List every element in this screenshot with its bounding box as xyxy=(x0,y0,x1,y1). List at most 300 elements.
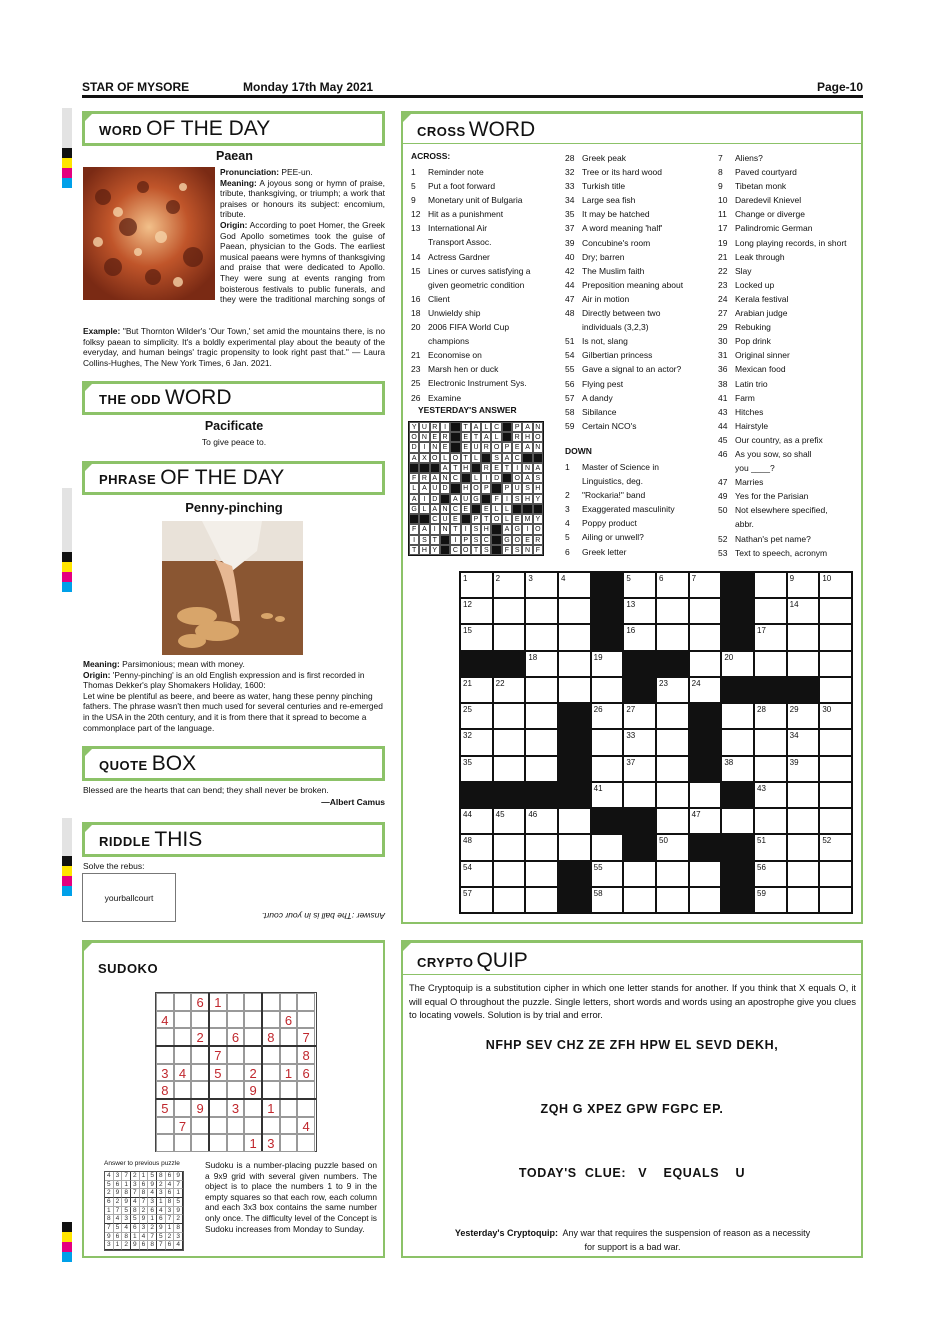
answer-cell: N xyxy=(440,473,450,483)
sudoku-cell[interactable]: 8 xyxy=(297,1046,315,1064)
sudoku-cell[interactable]: 9 xyxy=(191,1099,209,1117)
sudoku-cell[interactable]: 6 xyxy=(280,1011,298,1029)
clue-item: 51 Is not, slang xyxy=(565,336,628,347)
grid-cell[interactable]: 47 xyxy=(689,808,722,834)
answer-cell: S xyxy=(481,545,491,555)
answer-cell: E xyxy=(430,432,440,442)
clue-item: 18 Unwieldy ship xyxy=(411,307,481,318)
sudoku-cell[interactable] xyxy=(244,1099,262,1117)
grid-cell[interactable] xyxy=(754,756,787,782)
sudoku-cell[interactable]: 6 xyxy=(227,1028,245,1046)
sudoku-cell[interactable] xyxy=(280,993,298,1011)
sudoku-cell[interactable] xyxy=(156,1046,174,1064)
grid-cell[interactable] xyxy=(754,651,787,677)
grid-cell[interactable] xyxy=(558,808,591,834)
grid-cell[interactable] xyxy=(656,887,689,913)
grid-cell[interactable]: 17 xyxy=(754,624,787,650)
grid-cell[interactable]: 48 xyxy=(460,834,493,860)
sudoku-cell[interactable] xyxy=(280,1081,298,1099)
sudoku-cell[interactable] xyxy=(209,1028,227,1046)
sudoku-cell[interactable] xyxy=(227,1064,245,1082)
answer-cell: U xyxy=(440,514,450,524)
paper-name: STAR OF MYSORE xyxy=(82,80,190,94)
previous-answer-cell: 2 xyxy=(148,1224,157,1233)
grid-cell[interactable] xyxy=(525,756,558,782)
sudoku-cell[interactable] xyxy=(297,1134,315,1152)
previous-answer-label: Answer to previous puzzle xyxy=(104,1160,180,1167)
sudoku-cell[interactable] xyxy=(209,1099,227,1117)
previous-answer-cell: 2 xyxy=(140,1207,149,1216)
answer-cell xyxy=(461,514,471,524)
sudoku-cell[interactable] xyxy=(191,1064,209,1082)
grid-cell[interactable] xyxy=(493,624,526,650)
grid-cell[interactable]: 37 xyxy=(623,756,656,782)
clue-item: 35 It may be hatched xyxy=(565,209,650,220)
grid-cell[interactable]: 16 xyxy=(623,624,656,650)
sudoku-cell[interactable]: 7 xyxy=(174,1117,192,1135)
grid-cell[interactable] xyxy=(525,624,558,650)
grid-cell[interactable]: 18 xyxy=(525,651,558,677)
clue-item: 30 Pop drink xyxy=(718,336,771,347)
grid-cell[interactable]: 23 xyxy=(656,677,689,703)
sudoku-cell[interactable] xyxy=(209,1134,227,1152)
sudoku-cell[interactable]: 2 xyxy=(191,1028,209,1046)
answer-cell: S xyxy=(491,453,501,463)
previous-answer-cell: 1 xyxy=(157,1198,166,1207)
sudoku-cell[interactable] xyxy=(191,1011,209,1029)
grid-cell[interactable] xyxy=(525,703,558,729)
grid-cell[interactable] xyxy=(493,861,526,887)
sudoku-cell[interactable] xyxy=(262,1046,280,1064)
grid-cell[interactable]: 24 xyxy=(689,677,722,703)
sudoku-cell[interactable] xyxy=(262,1081,280,1099)
sudoku-cell[interactable] xyxy=(227,993,245,1011)
answer-cell: L xyxy=(491,432,501,442)
riddle-prompt: Solve the rebus: xyxy=(83,861,145,871)
answer-cell: T xyxy=(450,463,460,473)
previous-answer-cell: 4 xyxy=(157,1207,166,1216)
grid-cell[interactable]: 52 xyxy=(819,834,852,860)
previous-answer-cell: 2 xyxy=(114,1198,123,1207)
sudoku-cell[interactable] xyxy=(191,1117,209,1135)
grid-cell[interactable]: 58 xyxy=(591,887,624,913)
grid-cell[interactable]: 45 xyxy=(493,808,526,834)
answer-cell xyxy=(491,524,501,534)
sudoku-cell[interactable] xyxy=(262,993,280,1011)
grid-cell[interactable]: 1 xyxy=(460,572,493,598)
grid-cell[interactable] xyxy=(819,756,852,782)
sudoku-cell[interactable] xyxy=(280,1028,298,1046)
sudoku-cell[interactable] xyxy=(280,1117,298,1135)
grid-cell[interactable]: 26 xyxy=(591,703,624,729)
grid-cell[interactable] xyxy=(819,729,852,755)
sudoku-cell[interactable] xyxy=(209,1011,227,1029)
sudoku-section: SUDOKO xyxy=(82,940,385,1258)
grid-cell[interactable]: 19 xyxy=(591,651,624,677)
answer-cell: S xyxy=(533,473,543,483)
sudoku-cell[interactable] xyxy=(280,1134,298,1152)
grid-cell[interactable]: 3 xyxy=(525,572,558,598)
sudoku-cell[interactable]: 1 xyxy=(280,1064,298,1082)
grid-cell[interactable] xyxy=(754,729,787,755)
grid-cell[interactable]: 44 xyxy=(460,808,493,834)
sudoku-cell[interactable] xyxy=(191,1081,209,1099)
grid-cell[interactable]: 51 xyxy=(754,834,787,860)
sudoku-grid xyxy=(155,992,317,1152)
sudoku-cell[interactable] xyxy=(156,993,174,1011)
sudoku-cell[interactable]: 8 xyxy=(262,1028,280,1046)
grid-cell[interactable]: 28 xyxy=(754,703,787,729)
grid-cell[interactable] xyxy=(689,624,722,650)
answer-cell: Y xyxy=(409,422,419,432)
grid-cell[interactable] xyxy=(493,756,526,782)
sudoku-cell[interactable] xyxy=(244,1046,262,1064)
grid-cell[interactable]: 2 xyxy=(493,572,526,598)
grid-cell[interactable] xyxy=(787,651,820,677)
sudoku-cell[interactable]: 8 xyxy=(156,1081,174,1099)
answer-cell: T xyxy=(471,545,481,555)
grid-cell[interactable] xyxy=(689,887,722,913)
sudoku-cell[interactable] xyxy=(209,1081,227,1099)
answer-cell: A xyxy=(481,432,491,442)
registration-mark xyxy=(62,148,72,188)
sudoku-cell[interactable] xyxy=(174,1046,192,1064)
sudoku-cell[interactable] xyxy=(244,1117,262,1135)
sudoku-cell[interactable] xyxy=(297,1011,315,1029)
word-of-day-word: Paean xyxy=(216,149,253,163)
answer-cell: A xyxy=(409,453,419,463)
sudoku-cell[interactable]: 1 xyxy=(209,993,227,1011)
grid-cell[interactable] xyxy=(689,782,722,808)
sudoku-cell[interactable] xyxy=(262,1117,280,1135)
sudoku-cell[interactable] xyxy=(174,1011,192,1029)
sudoku-cell[interactable] xyxy=(174,1134,192,1152)
grid-cell[interactable] xyxy=(787,834,820,860)
grid-cell xyxy=(787,677,820,703)
answer-cell: I xyxy=(512,463,522,473)
grid-cell xyxy=(558,887,591,913)
grid-cell[interactable]: 21 xyxy=(460,677,493,703)
grid-cell[interactable] xyxy=(787,861,820,887)
issue-date: Monday 17th May 2021 xyxy=(243,80,374,94)
grid-cell[interactable] xyxy=(623,861,656,887)
grid-cell[interactable] xyxy=(493,887,526,913)
previous-answer-cell: 3 xyxy=(148,1198,157,1207)
grid-cell[interactable]: 27 xyxy=(623,703,656,729)
answer-cell: E xyxy=(491,463,501,473)
sudoku-cell[interactable] xyxy=(209,1117,227,1135)
sudoku-cell[interactable] xyxy=(297,1081,315,1099)
registration-mark xyxy=(62,856,72,896)
grid-cell[interactable] xyxy=(656,808,689,834)
grid-cell[interactable] xyxy=(689,598,722,624)
grid-cell[interactable] xyxy=(819,624,852,650)
grid-cell[interactable] xyxy=(591,756,624,782)
grid-cell[interactable] xyxy=(819,651,852,677)
answer-cell: Y xyxy=(533,514,543,524)
answer-cell: H xyxy=(419,545,429,555)
grid-cell[interactable] xyxy=(525,729,558,755)
grid-cell[interactable]: 55 xyxy=(591,861,624,887)
grid-cell[interactable] xyxy=(525,887,558,913)
grid-cell[interactable]: 50 xyxy=(656,834,689,860)
grid-cell[interactable] xyxy=(689,861,722,887)
clue-item: 44 Hairstyle xyxy=(718,420,769,431)
grid-cell[interactable] xyxy=(558,624,591,650)
clue-item: 6 Greek letter xyxy=(565,546,627,557)
clue-item: 53 Text to speech, acronym xyxy=(718,547,828,558)
clue-item: 9 Tibetan monk xyxy=(718,181,787,192)
grid-cell xyxy=(493,782,526,808)
grid-cell[interactable] xyxy=(525,834,558,860)
grid-cell[interactable]: 30 xyxy=(819,703,852,729)
sudoku-cell[interactable]: 6 xyxy=(297,1064,315,1082)
answer-cell: I xyxy=(522,524,532,534)
sudoku-cell[interactable]: 4 xyxy=(174,1064,192,1082)
grid-cell[interactable]: 39 xyxy=(787,756,820,782)
grid-cell[interactable] xyxy=(558,834,591,860)
clue-item: 21 Economise on xyxy=(411,350,482,361)
sudoku-cell[interactable]: 2 xyxy=(244,1064,262,1082)
answer-cell: A xyxy=(430,504,440,514)
grid-cell[interactable]: 25 xyxy=(460,703,493,729)
grid-cell[interactable]: 4 xyxy=(558,572,591,598)
clue-item: 47 Marries xyxy=(718,477,764,488)
yesterday-cryptoquip: Yesterday's Cryptoquip: Any war that requires the suspension of reason as a necessity for support is a bad war. xyxy=(454,1228,811,1252)
grid-cell xyxy=(689,834,722,860)
answer-cell: A xyxy=(419,524,429,534)
sudoku-cell[interactable] xyxy=(174,993,192,1011)
grid-cell[interactable] xyxy=(493,729,526,755)
grid-cell[interactable] xyxy=(787,624,820,650)
sudoku-cell[interactable] xyxy=(280,1099,298,1117)
grid-cell[interactable] xyxy=(656,782,689,808)
clue-item: 54 Gilbertian princess xyxy=(565,350,653,361)
grid-cell[interactable] xyxy=(754,598,787,624)
grid-cell[interactable] xyxy=(787,887,820,913)
grid-cell[interactable] xyxy=(721,703,754,729)
sudoku-cell[interactable] xyxy=(227,1046,245,1064)
grid-cell[interactable]: 10 xyxy=(819,572,852,598)
grid-cell xyxy=(721,572,754,598)
grid-cell[interactable]: 32 xyxy=(460,729,493,755)
answer-cell: R xyxy=(481,463,491,473)
grid-cell[interactable]: 54 xyxy=(460,861,493,887)
sudoku-cell[interactable]: 6 xyxy=(191,993,209,1011)
grid-cell[interactable] xyxy=(656,624,689,650)
grid-cell[interactable] xyxy=(493,834,526,860)
grid-cell[interactable]: 38 xyxy=(721,756,754,782)
grid-cell[interactable]: 12 xyxy=(460,598,493,624)
grid-cell[interactable] xyxy=(819,887,852,913)
sudoku-cell[interactable] xyxy=(297,993,315,1011)
grid-cell[interactable] xyxy=(558,651,591,677)
grid-cell[interactable]: 20 xyxy=(721,651,754,677)
previous-answer-cell: 5 xyxy=(114,1224,123,1233)
sudoku-cell[interactable] xyxy=(280,1046,298,1064)
grid-cell[interactable] xyxy=(623,782,656,808)
clue-item: 24 Kerala festival xyxy=(718,293,789,304)
grid-cell[interactable] xyxy=(591,677,624,703)
clue-item: 1 Master of Science in xyxy=(565,462,660,472)
sudoku-cell[interactable] xyxy=(227,1134,245,1152)
grid-cell[interactable]: 41 xyxy=(591,782,624,808)
sudoku-cell[interactable] xyxy=(191,1046,209,1064)
grid-cell[interactable]: 7 xyxy=(689,572,722,598)
odd-word-heading: THE ODD WORD xyxy=(82,381,385,415)
sudoku-cell[interactable] xyxy=(244,993,262,1011)
grid-cell[interactable] xyxy=(819,598,852,624)
answer-cell: C xyxy=(450,545,460,555)
sudoku-cell[interactable]: 3 xyxy=(262,1134,280,1152)
grid-cell[interactable] xyxy=(591,729,624,755)
answer-cell: L xyxy=(491,504,501,514)
grid-cell[interactable]: 9 xyxy=(787,572,820,598)
previous-answer-cell: 2 xyxy=(174,1215,183,1224)
sudoku-cell[interactable] xyxy=(156,1134,174,1152)
previous-answer-cell: 9 xyxy=(114,1189,123,1198)
sudoku-cell[interactable]: 7 xyxy=(209,1046,227,1064)
sudoku-cell[interactable]: 1 xyxy=(262,1099,280,1117)
sudoku-cell[interactable] xyxy=(227,1011,245,1029)
cryptoquip-divider xyxy=(401,974,863,975)
previous-answer-cell: 9 xyxy=(157,1224,166,1233)
grid-cell[interactable] xyxy=(525,861,558,887)
sudoku-cell[interactable] xyxy=(174,1081,192,1099)
grid-cell[interactable] xyxy=(656,756,689,782)
grid-cell[interactable] xyxy=(656,861,689,887)
grid-cell[interactable] xyxy=(591,834,624,860)
answer-cell: G xyxy=(502,535,512,545)
grid-cell[interactable]: 5 xyxy=(623,572,656,598)
grid-cell[interactable]: 57 xyxy=(460,887,493,913)
sudoku-cell[interactable] xyxy=(156,1117,174,1135)
grid-cell[interactable] xyxy=(525,598,558,624)
answer-cell xyxy=(491,545,501,555)
grid-cell[interactable] xyxy=(493,703,526,729)
previous-answer-cell: 8 xyxy=(105,1215,114,1224)
sudoku-cell[interactable]: 4 xyxy=(297,1117,315,1135)
answer-cell: G xyxy=(471,494,481,504)
sudoku-cell[interactable]: 7 xyxy=(297,1028,315,1046)
grid-cell[interactable] xyxy=(787,782,820,808)
previous-answer-cell: 4 xyxy=(140,1233,149,1242)
previous-answer-cell: 9 xyxy=(105,1233,114,1242)
sudoku-cell[interactable] xyxy=(227,1081,245,1099)
sudoku-cell[interactable] xyxy=(262,1011,280,1029)
grid-cell[interactable] xyxy=(558,677,591,703)
grid-cell[interactable] xyxy=(819,677,852,703)
grid-cell[interactable]: 22 xyxy=(493,677,526,703)
answer-cell: G xyxy=(512,524,522,534)
grid-cell[interactable] xyxy=(721,808,754,834)
sudoku-cell[interactable] xyxy=(174,1099,192,1117)
clue-item: 13 International Air xyxy=(411,223,488,234)
grid-cell[interactable] xyxy=(754,808,787,834)
clue-item: 23 Marsh hen or duck xyxy=(411,364,499,375)
clue-item: 40 Dry; barren xyxy=(565,251,625,262)
grid-cell[interactable]: 33 xyxy=(623,729,656,755)
grid-cell[interactable]: 13 xyxy=(623,598,656,624)
clue-item: 8 Paved courtyard xyxy=(718,167,797,178)
sudoku-cell[interactable] xyxy=(156,1028,174,1046)
grid-cell[interactable] xyxy=(493,598,526,624)
previous-answer-cell: 8 xyxy=(140,1189,149,1198)
grid-cell[interactable] xyxy=(623,887,656,913)
answer-cell: O xyxy=(533,432,543,442)
grid-cell[interactable]: 43 xyxy=(754,782,787,808)
grid-cell[interactable]: 14 xyxy=(787,598,820,624)
sudoku-cell[interactable] xyxy=(244,1011,262,1029)
sudoku-cell[interactable]: 9 xyxy=(244,1081,262,1099)
grid-cell[interactable] xyxy=(819,808,852,834)
grid-cell[interactable] xyxy=(525,677,558,703)
sudoku-cell[interactable]: 5 xyxy=(209,1064,227,1082)
sudoku-cell[interactable]: 1 xyxy=(244,1134,262,1152)
sudoku-cell[interactable]: 3 xyxy=(156,1064,174,1082)
grid-cell[interactable] xyxy=(819,782,852,808)
clue-item: 7 Aliens? xyxy=(718,153,763,163)
sudoku-cell[interactable] xyxy=(297,1099,315,1117)
clue-item: 9 Monetary unit of Bulgaria xyxy=(411,195,523,206)
grid-cell[interactable] xyxy=(689,651,722,677)
answer-cell: A xyxy=(522,442,532,452)
grid-cell[interactable] xyxy=(721,729,754,755)
answer-cell: I xyxy=(440,422,450,432)
odd-word-word: Pacificate xyxy=(204,419,264,433)
grid-cell[interactable]: 59 xyxy=(754,887,787,913)
answer-cell xyxy=(502,432,512,442)
answer-cell: E xyxy=(450,514,460,524)
grid-cell[interactable] xyxy=(656,598,689,624)
grid-cell[interactable]: 46 xyxy=(525,808,558,834)
sudoku-cell[interactable] xyxy=(244,1028,262,1046)
grid-cell[interactable] xyxy=(754,572,787,598)
sudoku-cell[interactable] xyxy=(191,1134,209,1152)
previous-answer-cell: 7 xyxy=(157,1241,166,1250)
grid-cell[interactable]: 34 xyxy=(787,729,820,755)
grid-cell[interactable] xyxy=(819,861,852,887)
answer-cell: O xyxy=(461,545,471,555)
sudoku-cell[interactable]: 5 xyxy=(156,1099,174,1117)
grid-cell[interactable]: 56 xyxy=(754,861,787,887)
quote-author: —Albert Camus xyxy=(321,797,385,807)
grid-cell[interactable]: 29 xyxy=(787,703,820,729)
previous-answer-cell: 4 xyxy=(174,1241,183,1250)
answer-cell: P xyxy=(471,514,481,524)
sudoku-cell[interactable] xyxy=(262,1064,280,1082)
sudoku-cell[interactable]: 4 xyxy=(156,1011,174,1029)
answer-cell: A xyxy=(409,494,419,504)
grid-cell[interactable] xyxy=(787,808,820,834)
grid-cell[interactable]: 6 xyxy=(656,572,689,598)
answer-cell: A xyxy=(522,473,532,483)
previous-answer-cell: 9 xyxy=(148,1181,157,1190)
sudoku-cell[interactable] xyxy=(174,1028,192,1046)
sudoku-cell[interactable] xyxy=(227,1117,245,1135)
answer-cell: D xyxy=(409,442,419,452)
answer-cell: H xyxy=(522,494,532,504)
clue-item: 59 Certain NCO's xyxy=(565,420,637,431)
grid-cell[interactable]: 35 xyxy=(460,756,493,782)
grid-cell[interactable] xyxy=(558,598,591,624)
previous-answer-cell: 6 xyxy=(114,1181,123,1190)
grid-cell[interactable] xyxy=(656,729,689,755)
answer-cell: A xyxy=(502,524,512,534)
sudoku-cell[interactable]: 3 xyxy=(227,1099,245,1117)
grid-cell[interactable] xyxy=(656,703,689,729)
grid-cell[interactable]: 15 xyxy=(460,624,493,650)
